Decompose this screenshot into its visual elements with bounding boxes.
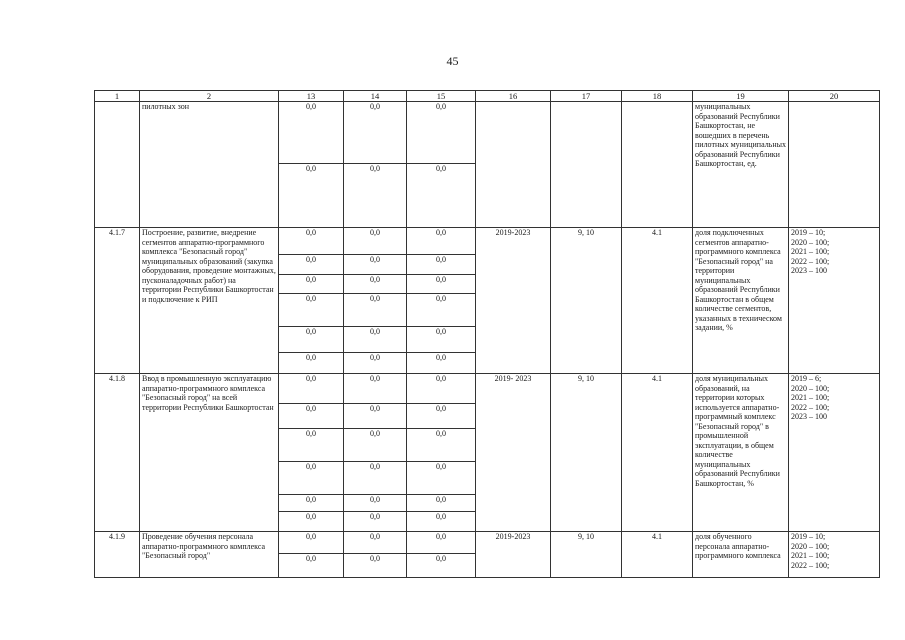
header-cell: 1 xyxy=(95,91,140,102)
value-cell: 0,0 xyxy=(344,275,407,294)
value-cell: 0,0 xyxy=(344,532,407,554)
target-cell xyxy=(789,532,880,578)
value-cell: 0,0 xyxy=(344,554,407,578)
value-cell: 0,0 xyxy=(279,462,344,495)
header-row xyxy=(95,91,880,102)
value-cell: 0,0 xyxy=(407,404,476,429)
value-cell: 0,0 xyxy=(407,327,476,353)
value-cell: 0,0 xyxy=(279,404,344,429)
value-cell: 0,0 xyxy=(279,228,344,255)
value-cell: 0,0 xyxy=(279,294,344,327)
page-number: 45 xyxy=(446,54,459,68)
target-line: 2021 – 100; xyxy=(791,247,830,256)
target-line: 2020 – 100; xyxy=(791,237,830,247)
value-cell: 0,0 xyxy=(407,554,476,578)
header-cell: 20 xyxy=(789,91,880,102)
target-cell xyxy=(789,228,880,374)
value-cell: 0,0 xyxy=(407,374,476,404)
target-line: 2019 – 6; xyxy=(791,374,822,383)
period-cell: 2019- 2023 xyxy=(476,374,551,532)
header-cell: 17 xyxy=(551,91,622,102)
value-cell: 0,0 xyxy=(279,495,344,512)
row-name: Проведение обучения персонала аппаратно-программного комплекса "Безопасный город" xyxy=(140,532,279,578)
period-cell xyxy=(476,102,551,228)
value-cell: 0,0 xyxy=(344,164,407,228)
table-row xyxy=(95,374,880,404)
table-row xyxy=(95,532,880,554)
row-number: 4.1.8 xyxy=(95,374,140,532)
indicator-cell: доля муниципальных образований, на территории которых используется аппаратно-программный комплекс "Безопасный город" в промышленной эксплуатации, в общем количестве муниципальных образований Республики Башкортостан, % xyxy=(693,374,789,532)
col17-cell: 9, 10 xyxy=(551,228,622,374)
value-cell: 0,0 xyxy=(407,462,476,495)
target-line: 2022 – 100; xyxy=(791,560,830,570)
col18-cell: 4.1 xyxy=(622,532,693,578)
row-name: пилотных зон xyxy=(140,102,279,228)
row-number xyxy=(95,102,140,228)
target-cell xyxy=(789,102,880,228)
value-cell: 0,0 xyxy=(279,374,344,404)
target-line: 2019 – 10; xyxy=(791,532,826,541)
target-line: 2023 – 100 xyxy=(791,266,827,275)
header-cell: 14 xyxy=(344,91,407,102)
value-cell: 0,0 xyxy=(279,164,344,228)
value-cell: 0,0 xyxy=(344,327,407,353)
value-cell: 0,0 xyxy=(279,353,344,374)
value-cell: 0,0 xyxy=(344,495,407,512)
value-cell: 0,0 xyxy=(344,353,407,374)
row-number: 4.1.7 xyxy=(95,228,140,374)
value-cell: 0,0 xyxy=(279,512,344,532)
header-cell: 19 xyxy=(693,91,789,102)
target-line: 2022 – 100; xyxy=(791,256,830,266)
col17-cell: 9, 10 xyxy=(551,374,622,532)
target-line: 2019 – 10; xyxy=(791,228,826,237)
header-cell: 15 xyxy=(407,91,476,102)
value-cell: 0,0 xyxy=(344,228,407,255)
value-cell: 0,0 xyxy=(344,255,407,275)
value-cell: 0,0 xyxy=(279,275,344,294)
value-cell: 0,0 xyxy=(407,102,476,164)
value-cell: 0,0 xyxy=(279,102,344,164)
indicator-cell: доля подключенных сегментов аппаратно-программного комплекса "Безопасный город" на территории муниципальных образований Республики Башкортостан в общем количестве сегментов, указанных в техническом задании, % xyxy=(693,228,789,374)
period-cell: 2019-2023 xyxy=(476,228,551,374)
target-line: 2021 – 100; xyxy=(791,551,830,560)
period-cell: 2019-2023 xyxy=(476,532,551,578)
col17-cell xyxy=(551,102,622,228)
value-cell: 0,0 xyxy=(344,462,407,495)
col18-cell: 4.1 xyxy=(622,374,693,532)
table-row xyxy=(95,102,880,164)
row-name: Ввод в промышленную эксплуатацию аппаратно-программного комплекса "Безопасный город" на всей территории Республики Башкортостан xyxy=(140,374,279,532)
target-line: 2023 – 100 xyxy=(791,412,827,421)
value-cell: 0,0 xyxy=(407,164,476,228)
header-cell: 13 xyxy=(279,91,344,102)
value-cell: 0,0 xyxy=(344,102,407,164)
value-cell: 0,0 xyxy=(407,353,476,374)
value-cell: 0,0 xyxy=(344,294,407,327)
target-cell xyxy=(789,374,880,532)
indicator-cell: доля обученного персонала аппаратно-программного комплекса xyxy=(693,532,789,578)
header-cell: 16 xyxy=(476,91,551,102)
row-number: 4.1.9 xyxy=(95,532,140,578)
program-table xyxy=(94,90,880,578)
target-line: 2020 – 100; xyxy=(791,541,830,551)
value-cell: 0,0 xyxy=(407,429,476,462)
value-cell: 0,0 xyxy=(279,554,344,578)
value-cell: 0,0 xyxy=(344,404,407,429)
value-cell: 0,0 xyxy=(407,495,476,512)
header-cell: 18 xyxy=(622,91,693,102)
header-cell: 2 xyxy=(140,91,279,102)
value-cell: 0,0 xyxy=(279,255,344,275)
value-cell: 0,0 xyxy=(407,532,476,554)
table-row xyxy=(95,228,880,255)
col17-cell: 9, 10 xyxy=(551,532,622,578)
value-cell: 0,0 xyxy=(407,228,476,255)
indicator-cell: муниципальных образований Республики Башкортостан, не вошедших в перечень пилотных муниципальных образований Республики Башкортостан, ед. xyxy=(693,102,789,228)
value-cell: 0,0 xyxy=(407,512,476,532)
value-cell: 0,0 xyxy=(407,255,476,275)
col18-cell: 4.1 xyxy=(622,228,693,374)
value-cell: 0,0 xyxy=(407,294,476,327)
value-cell: 0,0 xyxy=(344,429,407,462)
value-cell: 0,0 xyxy=(279,327,344,353)
value-cell: 0,0 xyxy=(344,512,407,532)
target-line: 2022 – 100; xyxy=(791,402,830,412)
value-cell: 0,0 xyxy=(344,374,407,404)
row-name: Построение, развитие, внедрение сегментов аппаратно-программного комплекса "Безопасный город" муниципальных образований (закупка оборудования, проведение монтажных, пусконаладочных работ) на территории Республики Башкортостан и подключение к РИП xyxy=(140,228,279,374)
target-line: 2020 – 100; xyxy=(791,383,830,393)
value-cell: 0,0 xyxy=(279,429,344,462)
value-cell: 0,0 xyxy=(407,275,476,294)
col18-cell xyxy=(622,102,693,228)
value-cell: 0,0 xyxy=(279,532,344,554)
target-line: 2021 – 100; xyxy=(791,393,830,402)
